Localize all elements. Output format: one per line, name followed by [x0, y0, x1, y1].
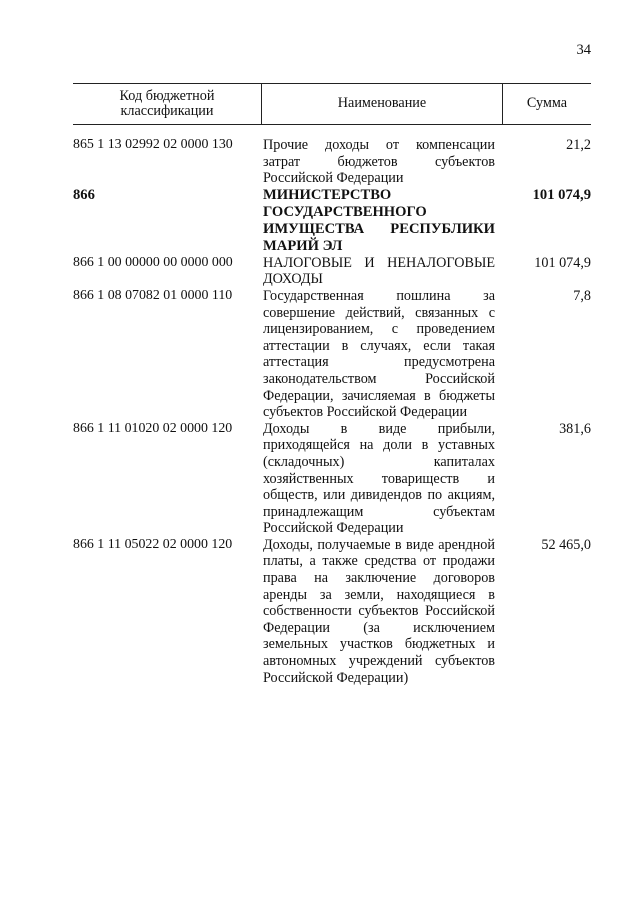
row-name: МИНИСТЕРСТВО ГОСУДАРСТВЕННОГО ИМУЩЕСТВА РЕСПУБЛИКИ МАРИЙ ЭЛ: [263, 186, 495, 254]
row-name: НАЛОГОВЫЕ И НЕНАЛОГОВЫЕ ДОХОДЫ: [263, 254, 495, 288]
table-row: [73, 421, 591, 537]
table-row: [73, 187, 591, 255]
table-body: [73, 137, 591, 686]
row-sum: 101 074,9: [532, 186, 591, 203]
table-row: [73, 255, 591, 288]
row-name: Доходы в виде прибыли, приходящейся на доли в уставных (складочных) капиталах хозяйственных товариществ и обществ, или дивидендов по акциям, принадлежащим субъектам Российской Федерации: [263, 420, 495, 537]
row-name: Доходы, получаемые в виде арендной платы, а также средства от продажи права на заключение договоров аренды за земли, находящиеся в собственности субъектов Российской Федерации (за исключением земельных участков бюджетных и автономных учреждений субъектов Российской Федерации): [263, 536, 495, 686]
row-sum: 381,6: [559, 420, 591, 437]
table-row: [73, 288, 591, 421]
header-code-column: Код бюджетной классификации: [119, 87, 215, 119]
row-sum: 7,8: [573, 287, 591, 304]
row-code: 866 1 11 01020 02 0000 120: [73, 420, 233, 436]
row-sum: 52 465,0: [541, 536, 591, 553]
row-code: 866 1 00 00000 00 0000 000: [73, 254, 233, 270]
page-number: 34: [576, 42, 591, 58]
row-sum: 21,2: [566, 137, 591, 153]
table-row: [73, 537, 591, 686]
row-code: 866 1 11 05022 02 0000 120: [73, 536, 233, 552]
row-sum: 101 074,9: [534, 254, 591, 271]
row-name: Государственная пошлина за совершение действий, связанных с лицензированием, с проведением аттестации в случаях, если такая аттестация предусмотрена законодательством Российской Федерации, зачисляемая в бюджеты субъектов Российской Федерации: [263, 287, 495, 421]
row-code: 866: [73, 186, 95, 203]
table-row: [73, 137, 591, 187]
table-header: [73, 83, 591, 125]
row-name: Прочие доходы от компенсации затрат бюджетов субъектов Российской Федерации: [263, 137, 495, 187]
header-name-column: Наименование: [337, 95, 427, 112]
row-code: 865 1 13 02992 02 0000 130: [73, 137, 233, 152]
row-code: 866 1 08 07082 01 0000 110: [73, 287, 233, 303]
header-sum-column: Сумма: [526, 95, 568, 112]
